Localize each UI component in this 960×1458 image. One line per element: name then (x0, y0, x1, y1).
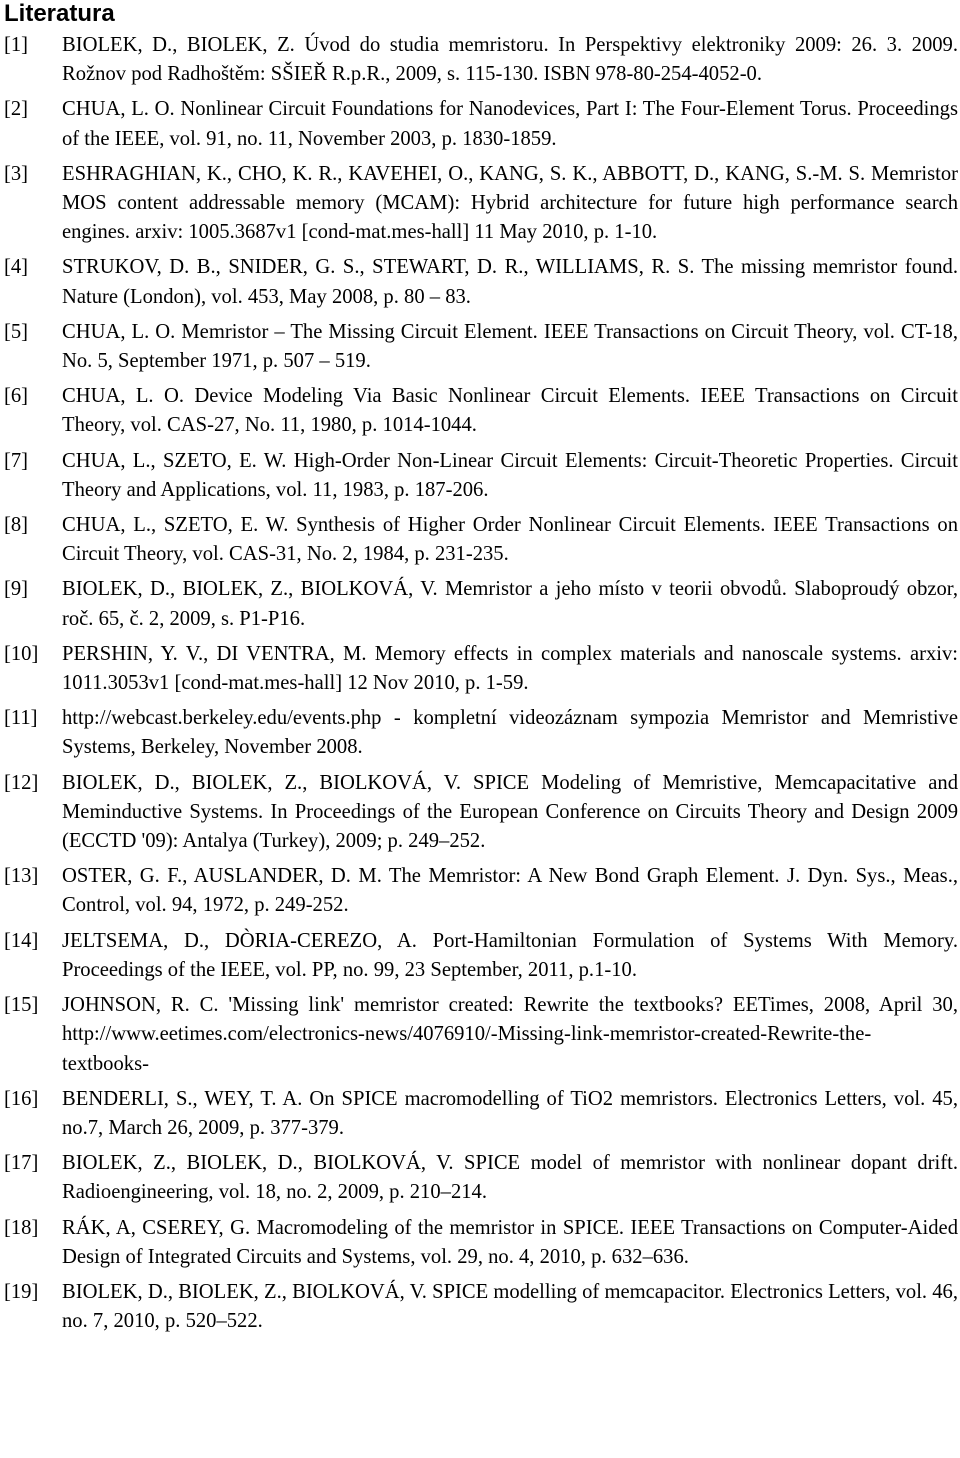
reference-number: [14] (4, 929, 39, 952)
reference-text: OSTER, G. F., AUSLANDER, D. M. The Memristor: A New Bond Graph Element. J. Dyn. Sys., Meas., Control, vol. 94, 1972, p. 249-252. (62, 865, 958, 917)
reference-number: [12] (4, 771, 39, 794)
reference-number: [11] (4, 707, 38, 730)
reference-text: CHUA, L. O. Nonlinear Circuit Foundations for Nanodevices, Part I: The Four-Element Torus. Proceedings of the IEEE, vol. 91, no. 11, November 2003, p. 1830-1859. (62, 98, 958, 150)
reference-text: BIOLEK, D., BIOLEK, Z. Úvod do studia memristoru. In Perspektivy elektroniky 2009: 26. 3. 2009. Rožnov pod Radhoštěm: SŠIEŘ R.p.R., 2009, s. 115-130. ISBN 978-80-254-4052-0. (62, 34, 958, 86)
reference-number: [17] (4, 1152, 39, 1175)
reference-text: CHUA, L. O. Device Modeling Via Basic Nonlinear Circuit Elements. IEEE Transactions on Circuit Theory, vol. CAS-27, No. 11, 1980, p. 1014-1044. (62, 385, 958, 437)
reference-number: [4] (4, 256, 29, 279)
reference-item (4, 769, 958, 857)
reference-item (4, 1085, 958, 1143)
reference-text: CHUA, L. O. Memristor – The Missing Circuit Element. IEEE Transactions on Circuit Theory, vol. CT-18, No. 5, September 1971, p. 507 – 519. (62, 320, 958, 373)
reference-text: CHUA, L., SZETO, E. W. High-Order Non-Linear Circuit Elements: Circuit-Theoretic Properties. Circuit Theory and Applications, vol. 11, 1983, p. 187-206. (62, 449, 958, 501)
reference-text: RÁK, A, CSEREY, G. Macromodeling of the memristor in SPICE. IEEE Transactions on Computer-Aided Design of Integrated Circuits and Systems, vol. 29, no. 4, 2010, p. 632–636. (62, 1216, 958, 1268)
reference-number: [3] (4, 162, 29, 185)
page-title: Literatura (4, 0, 115, 27)
reference-text: http://webcast.berkeley.edu/events.php - kompletní videozáznam sympozia Memristor and Memristive Systems, Berkeley, November 2008. (62, 707, 958, 759)
reference-number: [6] (4, 385, 29, 408)
reference-number: [18] (4, 1216, 39, 1239)
reference-item (4, 862, 958, 920)
reference-item (4, 1149, 958, 1207)
reference-item (4, 640, 958, 698)
reference-text: JOHNSON, R. C. 'Missing link' memristor created: Rewrite the textbooks? EETimes, 2008, April 30, http://www.eetimes.com/electronics-news/4076910/-Missing-link-memristor-created-Rewrite-the-textbooks- (62, 994, 958, 1075)
reference-item (4, 95, 958, 153)
reference-number: [15] (4, 994, 39, 1017)
reference-item (4, 704, 958, 762)
reference-item (4, 253, 958, 311)
reference-text: STRUKOV, D. B., SNIDER, G. S., STEWART, D. R., WILLIAMS, R. S. The missing memristor found. Nature (London), vol. 453, May 2008, p. 80 – 83. (62, 256, 958, 308)
reference-item (4, 991, 958, 1079)
reference-item (4, 382, 958, 440)
reference-number: [1] (4, 34, 29, 56)
reference-number: [7] (4, 449, 29, 472)
reference-number: [9] (4, 578, 29, 601)
reference-item (4, 318, 958, 376)
reference-text: BIOLEK, D., BIOLEK, Z., BIOLKOVÁ, V. SPICE modelling of memcapacitor. Electronics Letters, vol. 46, no. 7, 2010, p. 520–522. (62, 1280, 958, 1333)
reference-item (4, 1214, 958, 1272)
reference-text: BENDERLI, S., WEY, T. A. On SPICE macromodelling of TiO2 memristors. Electronics Letters, vol. 45, no.7, March 26, 2009, p. 377-379. (62, 1087, 958, 1139)
reference-item (4, 160, 958, 248)
reference-text: BIOLEK, D., BIOLEK, Z., BIOLKOVÁ, V. SPICE Modeling of Memristive, Memcapacitative and Meminductive Systems. In Proceedings of the European Conference on Circuits Theory and Design 2009 (ECCTD '09): Antalya (Turkey), 2009; p. 249–252. (62, 771, 958, 853)
reference-number: [16] (4, 1087, 39, 1110)
reference-item (4, 927, 958, 985)
reference-number: [8] (4, 514, 29, 537)
reference-number: [5] (4, 320, 29, 343)
reference-item (4, 447, 958, 505)
reference-item (4, 31, 958, 89)
reference-number: [10] (4, 642, 39, 665)
reference-text: ESHRAGHIAN, K., CHO, K. R., KAVEHEI, O., KANG, S. K., ABBOTT, D., KANG, S.-M. S. Memristor MOS content addressable memory (MCAM): Hybrid architecture for future high performance search engines. arxiv: 1005.3687v1 [cond-mat.mes-hall] 11 May 2010, p. 1-10. (62, 162, 958, 244)
reference-number: [13] (4, 865, 39, 888)
reference-text: BIOLEK, D., BIOLEK, Z., BIOLKOVÁ, V. Memristor a jeho místo v teorii obvodů. Slaboproudý obzor, roč. 65, č. 2, 2009, s. P1-P16. (62, 578, 958, 630)
reference-text: PERSHIN, Y. V., DI VENTRA, M. Memory effects in complex materials and nanoscale systems. arxiv: 1011.3053v1 [cond-mat.mes-hall] 12 Nov 2010, p. 1-59. (62, 642, 958, 695)
reference-item (4, 1278, 958, 1336)
reference-text: JELTSEMA, D., DÒRIA-CEREZO, A. Port-Hamiltonian Formulation of Systems With Memory. Proceedings of the IEEE, vol. PP, no. 99, 23 September, 2011, p.1-10. (62, 929, 958, 981)
reference-text: CHUA, L., SZETO, E. W. Synthesis of Higher Order Nonlinear Circuit Elements. IEEE Transactions on Circuit Theory, vol. CAS-31, No. 2, 1984, p. 231-235. (62, 514, 958, 566)
reference-text: BIOLEK, Z., BIOLEK, D., BIOLKOVÁ, V. SPICE model of memristor with nonlinear dopant drift. Radioengineering, vol. 18, no. 2, 2009, p. 210–214. (62, 1152, 958, 1204)
reference-item (4, 575, 958, 633)
reference-number: [19] (4, 1280, 39, 1303)
document-page (4, 0, 958, 1342)
reference-item (4, 511, 958, 569)
reference-list (4, 31, 958, 1336)
reference-number: [2] (4, 98, 29, 121)
